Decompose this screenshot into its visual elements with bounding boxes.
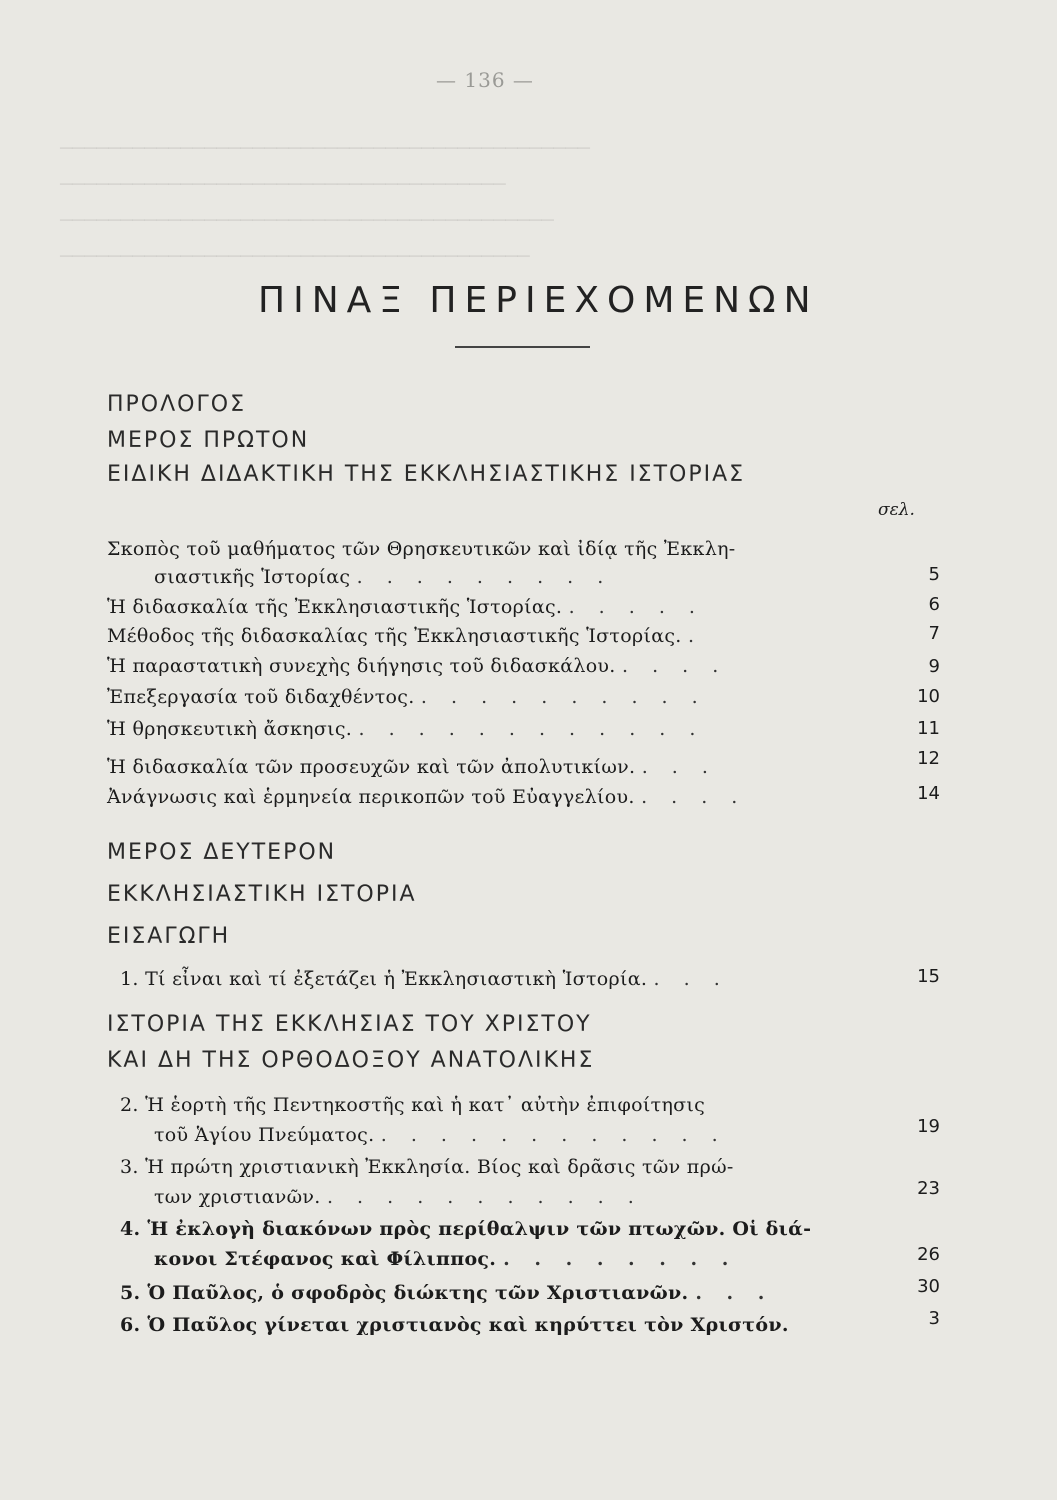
toc-entry-text: 6. Ὁ Παῦλος γίνεται χριστιανὸς καὶ κηρύττει τὸν Χριστόν. xyxy=(120,1314,789,1336)
page-column-label: σελ. xyxy=(878,500,915,520)
leader-dots: . . . . . xyxy=(568,596,704,618)
toc-entry-text: 1. Τί εἶναι καὶ τί ἐξετάζει ἡ Ἐκκλησιαστικὴ Ἱστορία. xyxy=(120,968,648,990)
toc-page-number: 7 xyxy=(928,623,940,644)
toc-entry xyxy=(107,786,837,808)
toc-page-number: 14 xyxy=(917,783,940,804)
toc-entry-text: Μέθοδος τῆς διδασκαλίας τῆς Ἐκκλησιαστικῆς Ἱστορίας. xyxy=(107,625,682,647)
toc-entry-text: Ἡ παραστατικὴ συνεχὴς διήγησις τοῦ διδασκάλου. xyxy=(107,655,616,677)
toc-entry-text: Σκοπὸς τοῦ μαθήματος τῶν Θρησκευτικῶν καὶ ἰδίᾳ τῆς Ἐκκλη- xyxy=(107,538,736,560)
leader-dots: . . . . . . . . . . . xyxy=(326,1186,643,1208)
toc-entry xyxy=(154,1186,884,1208)
title-underline xyxy=(455,346,590,348)
heading-history-line1: ΙΣΤΟΡΙΑ ΤΗΣ ΕΚΚΛΗΣΙΑΣ ΤΟΥ ΧΡΙΣΤΟΥ xyxy=(107,1012,592,1037)
toc-entry-text: τοῦ Ἁγίου Πνεύματος. xyxy=(154,1124,375,1146)
toc-page-number: 10 xyxy=(917,686,940,707)
heading-part-two: ΜΕΡΟΣ ΔΕΥΤΕΡΟΝ xyxy=(107,840,337,865)
toc-entry xyxy=(107,756,837,778)
toc-entry-text: 4. Ἡ ἐκλογὴ διακόνων πρὸς περίθαλψιν τῶν πτωχῶν. Οἱ διά- xyxy=(120,1218,812,1240)
toc-page-number: 5 xyxy=(928,564,940,585)
toc-page-number: 12 xyxy=(917,748,940,769)
toc-entry xyxy=(107,686,837,708)
heading-part-one-subtitle: ΕΙΔΙΚΗ ΔΙΔΑΚΤΙΚΗ ΤΗΣ ΕΚΚΛΗΣΙΑΣΤΙΚΗΣ ΙΣΤΟΡΙΑΣ xyxy=(107,462,746,487)
toc-entry xyxy=(120,1282,850,1304)
page-title: ΠΙΝΑΞ ΠΕΡΙΕΧΟΜΕΝΩΝ xyxy=(258,280,819,321)
leader-dots: . . . . . . . . . . . . xyxy=(358,718,705,740)
leader-dots: . . . . . . . . . . . . xyxy=(380,1124,727,1146)
heading-part-one: ΜΕΡΟΣ ΠΡΩΤΟΝ xyxy=(107,428,310,453)
toc-entry-text: Ἡ διδασκαλία τῆς Ἐκκλησιαστικῆς Ἱστορίας. xyxy=(107,596,563,618)
toc-entry-text: 5. Ὁ Παῦλος, ὁ σφοδρὸς διώκτης τῶν Χριστιανῶν. xyxy=(120,1282,689,1304)
heading-prologue: ΠΡΟΛΟΓΟΣ xyxy=(107,392,246,417)
toc-entry xyxy=(154,566,884,588)
toc-entry xyxy=(154,1248,884,1270)
toc-entry-text: 2. Ἡ ἑορτὴ τῆς Πεντηκοστῆς καὶ ἡ κατ᾽ αὐτὴν ἐπιφοίτησις xyxy=(120,1094,706,1116)
toc-page-number: 15 xyxy=(917,966,940,987)
toc-entry-text: κονοι Στέφανος καὶ Φίλιππος. xyxy=(154,1248,497,1270)
leader-dots: . . . xyxy=(653,968,729,990)
leader-dots: . . . . . . . . xyxy=(503,1248,738,1270)
toc-page-number: 30 xyxy=(917,1276,940,1297)
leader-dots: . . . xyxy=(641,756,717,778)
toc-entry xyxy=(120,968,850,990)
toc-entry-text: Ἡ διδασκαλία τῶν προσευχῶν καὶ τῶν ἀπολυτικίων. xyxy=(107,756,636,778)
toc-page-number: 23 xyxy=(917,1178,940,1199)
toc-entry-text: σιαστικῆς Ἱστορίας xyxy=(154,566,351,588)
heading-part-two-subtitle: ΕΚΚΛΗΣΙΑΣΤΙΚΗ ΙΣΤΟΡΙΑ xyxy=(107,882,417,907)
page-number: — 136 — xyxy=(436,68,534,92)
leader-dots: . . . xyxy=(695,1282,774,1304)
heading-introduction: ΕΙΣΑΓΩΓΗ xyxy=(107,924,231,949)
toc-entry xyxy=(107,625,837,647)
toc-entry-text: Ἀνάγνωσις καὶ ἑρμηνεία περικοπῶν τοῦ Εὐαγγελίου. xyxy=(107,786,635,808)
toc-page-number: 3 xyxy=(928,1308,940,1329)
heading-history-line2: ΚΑΙ ΔΗ ΤΗΣ ΟΡΘΟΔΟΞΟΥ ΑΝΑΤΟΛΙΚΗΣ xyxy=(107,1048,595,1073)
leader-dots: . . . . xyxy=(621,655,728,677)
toc-page-number: 26 xyxy=(917,1244,940,1265)
leader-dots: . . . . . . . . . . xyxy=(420,686,707,708)
toc-entry-text: Ἐπεξεργασία τοῦ διδαχθέντος. xyxy=(107,686,415,708)
toc-page-number: 9 xyxy=(928,656,940,677)
leader-dots: . . . . xyxy=(641,786,747,808)
toc-page-number: 19 xyxy=(917,1116,940,1137)
toc-entry-text: 3. Ἡ πρώτη χριστιανικὴ Ἐκκλησία. Βίος καὶ δρᾶσις τῶν πρώ- xyxy=(120,1156,734,1178)
leader-dots: . xyxy=(687,625,703,647)
toc-entry-text: Ἡ θρησκευτικὴ ἄσκησις. xyxy=(107,718,353,740)
toc-entry xyxy=(107,596,837,618)
toc-entry xyxy=(154,1124,884,1146)
toc-entry-text: των χριστιανῶν. xyxy=(154,1186,321,1208)
toc-page-number: 6 xyxy=(928,594,940,615)
bleed-through-text: ──────────────────────────────────────────── ───────────────────────────────────── ───────────────────────────────────────── ─────────────────────────────────────── xyxy=(60,136,590,268)
leader-dots: . . . . . . . . . xyxy=(356,566,613,588)
toc-entry xyxy=(107,718,837,740)
toc-entry xyxy=(107,655,837,677)
toc-page-number: 11 xyxy=(917,718,940,739)
